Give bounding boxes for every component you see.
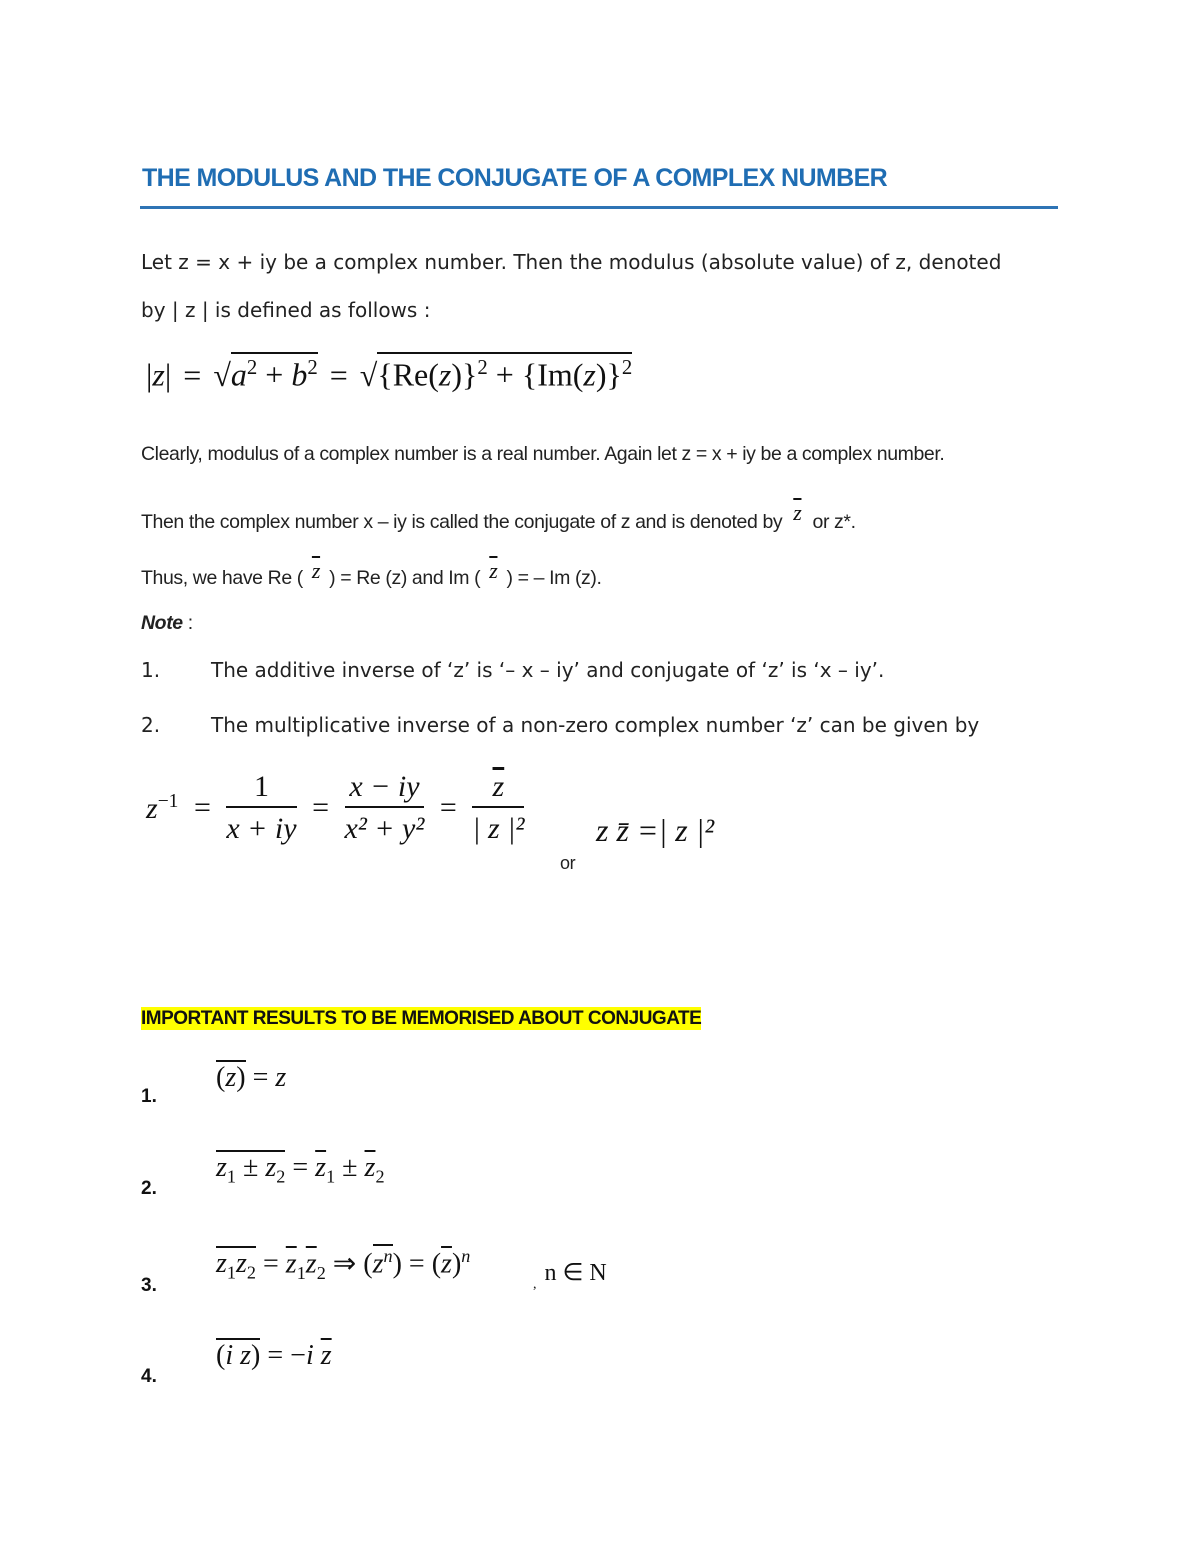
thus-line [141, 558, 602, 590]
result-1-num: 1. [141, 1086, 157, 1107]
result-2-num: 2. [141, 1178, 157, 1199]
fraction-2-den: x² + y² [344, 812, 425, 845]
note-item-1-num: 1. [141, 658, 161, 682]
fraction-2 [345, 770, 425, 846]
fraction-3-num [472, 770, 524, 808]
z-bar-symbol: $\overline{z}$ [793, 500, 802, 525]
page-title: THE MODULUS AND THE CONJUGATE OF A COMPLEX NUMBER [142, 164, 888, 192]
thus-part-a: Thus, we have Re ( [141, 567, 303, 589]
z-bar-symbol-1: $\overline{z}$ [311, 558, 321, 583]
modulus-lhs: |z| [146, 356, 172, 393]
result-1-formula: $(\overline{z}) = z$ [216, 1062, 287, 1093]
result-3-suffix: $_,$ n ∈ N [533, 1260, 607, 1292]
conjugate-def-text: Then the complex number x – iy is called the conjugate of z and is denoted by [141, 511, 783, 533]
fraction-1 [226, 770, 296, 846]
title-underline [140, 206, 1058, 209]
conjugate-definition [141, 500, 856, 534]
thus-part-b: ) = Re (z) and Im ( [329, 567, 481, 589]
intro-line-1: Let z = x + iy be a complex number. Then the modulus (absolute value) of z, denoted [141, 250, 1002, 274]
fraction-3 [472, 770, 524, 846]
sqrt-re-im: $√\{Re(z)\}^2 + \{Im(z)\}^2$ [360, 357, 632, 393]
or-word: or [560, 853, 576, 873]
note-colon: : [182, 612, 193, 634]
result-4-formula: (i z) = −i $\overline{z}$ [216, 1340, 332, 1371]
modulus-formula: $|z| = √a^2 + b^2 = √\{Re(z)\}^2 + \{Im(z)\}^2$ [146, 352, 632, 394]
result-4-num: 4. [141, 1366, 157, 1387]
inverse-lhs-exp: −1 [157, 790, 179, 812]
z-bar-symbol-2: $\overline{z}$ [489, 558, 498, 583]
important-heading: IMPORTANT RESULTS TO BE MEMORISED ABOUT CONJUGATE [141, 1008, 702, 1029]
fraction-1-den: x + iy [226, 812, 297, 845]
inverse-lhs: z [146, 791, 158, 825]
note-label-text: Note [141, 612, 183, 634]
clearly-paragraph: Clearly, modulus of a complex number is a real number. Again let z = x + iy be a complex number. [141, 443, 945, 465]
note-label [141, 612, 193, 635]
thus-part-c: ) = – Im (z). [506, 567, 602, 589]
z-zbar-equals-modulus-squared: z z̄ =| z |² [596, 812, 715, 848]
intro-line-2: by | z | is defined as follows : [141, 298, 431, 322]
important-heading-wrap [141, 1008, 701, 1030]
n-in-naturals: n ∈ N [544, 1260, 607, 1286]
fraction-3-den: | z |² [472, 812, 525, 845]
sqrt-ab: $√a^2 + b^2$ [213, 357, 317, 393]
note-item-1-text: The additive inverse of ‘z’ is ‘– x – iy’ and conjugate of ‘z’ is ‘x – iy’. [211, 658, 885, 682]
result-3-num: 3. [141, 1275, 157, 1296]
inverse-formula: $z^{-1}$ = $\frac{1}{x + iy}$ = $\frac{x - iy}{\text{x² + y²}}$ = $\frac{\overline{z}}{\text{| z |²}}$ [146, 770, 525, 845]
note-item-2-text: The multiplicative inverse of a non-zero complex number ‘z’ can be given by [211, 713, 980, 737]
result-3-formula: $z_1z_2 = \overline{z}_1\overline{z}_2$ ⇒ $(z^n) = (\overline{z})^n$ [216, 1246, 471, 1283]
fraction-3-zbar: $\overline{z}$ [492, 770, 505, 803]
fraction-1-num: 1 [226, 770, 296, 808]
fraction-2-num: x − iy [345, 770, 425, 808]
result-2-formula: $z_1 \pm z_2 = \overline{z}_1 \pm \overline{z}_2$ [216, 1152, 385, 1187]
note-item-2-num: 2. [141, 713, 161, 737]
conjugate-def-suffix: or z*. [812, 511, 856, 533]
